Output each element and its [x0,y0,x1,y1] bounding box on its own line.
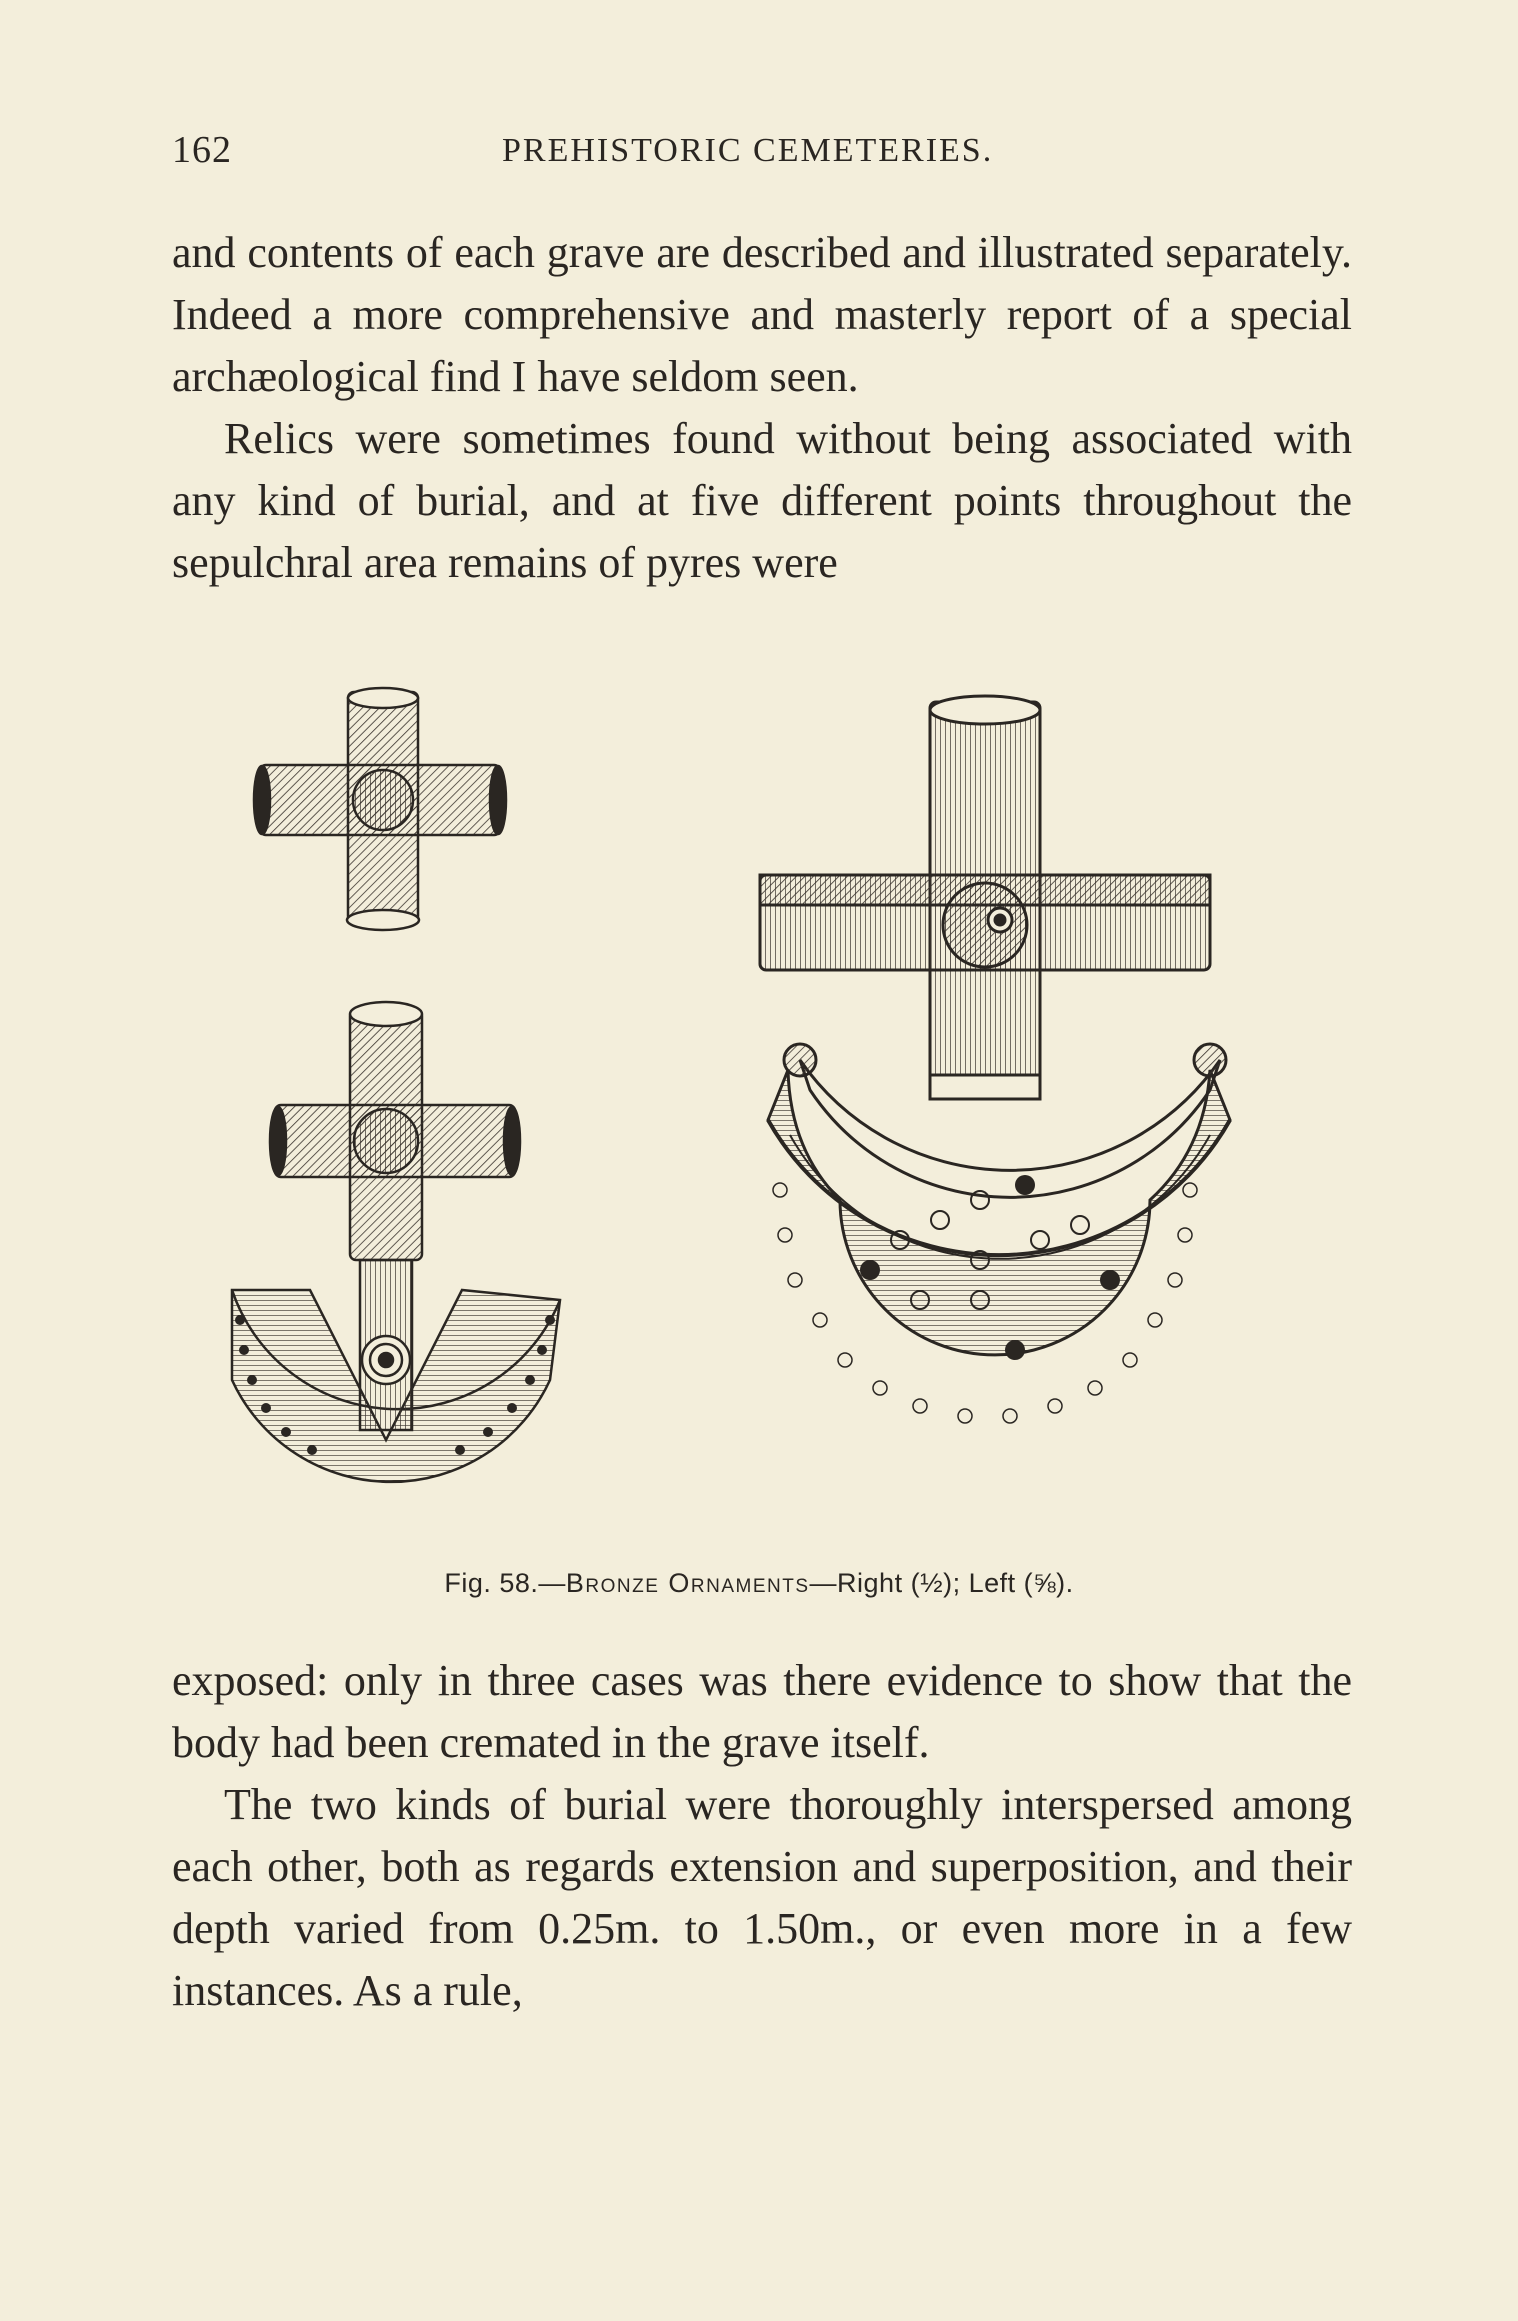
running-title: PREHISTORIC CEMETERIES. [502,132,994,169]
page-header [172,128,1352,188]
paragraph: Relics were sometimes found without being associated with any kind of burial, and at five different points throughout the sepulchral area remains of pyres were [172,414,1352,587]
caption-prefix: Fig. 58.— [444,1568,566,1598]
caption-title: Bronze Ornaments [565,1568,810,1598]
large-anchor-ornament [760,696,1230,1423]
page-number: 162 [172,129,232,171]
caption-suffix: —Right (½); Left (⅝). [809,1568,1074,1598]
figure-bronze-ornaments [220,680,1300,1560]
paragraph: The two kinds of burial were thoroughly interspersed among each other, both as regards extension and superposition, and their depth varied from 0.25m. to 1.50m., or even more in a few instances. As a rule, [172,1780,1352,2015]
figure-caption [0,1568,1518,1599]
small-anchor-ornament [232,1002,560,1482]
text-block-top [172,222,1352,594]
paragraph: exposed: only in three cases was there evidence to show that the body had been cremated in the grave itself. [172,1656,1352,1767]
text-block-bottom [172,1650,1352,2022]
small-cross-ornament [254,688,506,930]
paragraph: and contents of each grave are described and illustrated separately. Indeed a more comprehensive and masterly report of a special archæological find I have seldom seen. [172,228,1352,401]
ornament-illustration [220,680,1300,1560]
